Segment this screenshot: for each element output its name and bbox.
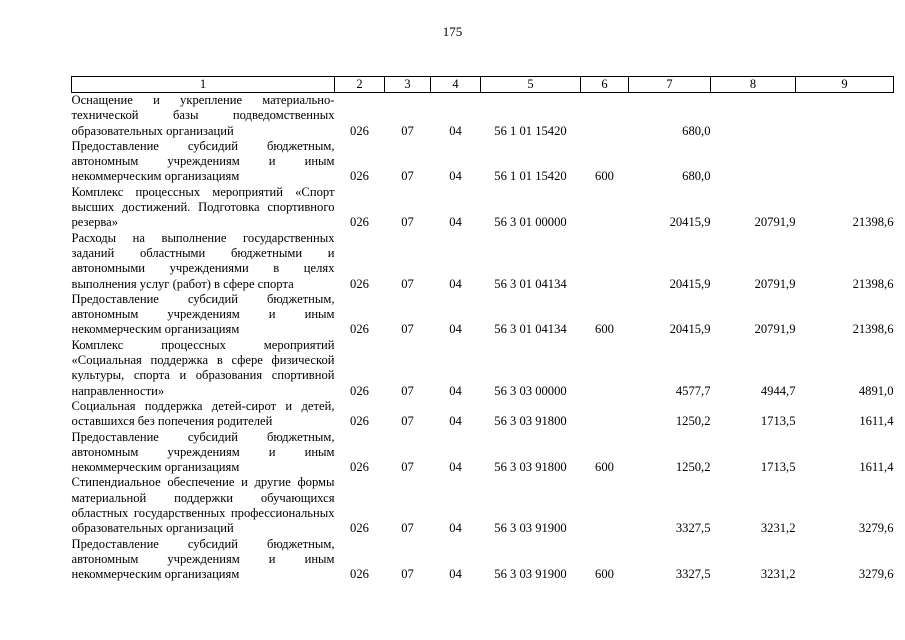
row-cell-col9: 3279,6 (858, 521, 894, 536)
row-cell-col6 (581, 185, 629, 231)
column-header-6: 6 (581, 77, 629, 93)
row-cell-col7: 1250,2 (675, 460, 711, 475)
column-header-1: 1 (72, 77, 335, 93)
row-cell-col2: 026 (350, 169, 369, 184)
row-cell-col5: 56 3 01 04134 (494, 276, 567, 291)
row-cell-col5: 56 3 01 00000 (494, 215, 567, 230)
column-header-9: 9 (796, 77, 894, 93)
row-cell-col2: 026 (350, 322, 369, 337)
table-row (72, 185, 894, 231)
row-cell-col6: 600 (595, 169, 614, 184)
row-cell-col5: 56 3 03 91800 (494, 460, 567, 475)
row-cell-col5: 56 3 03 00000 (494, 383, 567, 398)
row-cell-col6 (581, 231, 629, 292)
row-description: Комплекс процессных мероприятий «Спорт высших достижений. Подготовка спортивного резерва» (71, 184, 335, 230)
row-cell-col6 (581, 475, 629, 536)
row-cell-col9: 21398,6 (852, 322, 894, 337)
row-cell-col6: 600 (595, 460, 614, 475)
row-cell-col6: 600 (595, 322, 614, 337)
row-cell-col3: 07 (401, 123, 414, 138)
row-description: Стипендиальное обеспечение и другие формы материальной поддержки обучающихся областных государственных профессиональных образовательных организаций (71, 475, 335, 536)
row-cell-col4: 04 (449, 460, 462, 475)
row-description: Предоставление субсидий бюджетным, автономным учреждениям и иным некоммерческим организациям (71, 138, 335, 184)
row-cell-col4: 04 (449, 521, 462, 536)
row-cell-col7: 20415,9 (669, 276, 711, 291)
row-cell-col9 (796, 93, 894, 139)
row-cell-col2: 026 (350, 567, 369, 582)
column-header-2: 2 (335, 77, 385, 93)
row-cell-col5: 56 3 03 91900 (494, 567, 567, 582)
row-cell-col8 (711, 139, 796, 185)
column-header-3: 3 (385, 77, 431, 93)
row-cell-col3: 07 (401, 276, 414, 291)
row-description: Предоставление субсидий бюджетным, автономным учреждениям и иным некоммерческим организациям (71, 291, 335, 337)
row-cell-col5: 56 3 03 91900 (494, 521, 567, 536)
column-header-5: 5 (481, 77, 581, 93)
row-cell-col2: 026 (350, 215, 369, 230)
row-cell-col4: 04 (449, 215, 462, 230)
row-description: Оснащение и укрепление материально-технической базы подведомственных образовательных организаций (71, 93, 335, 138)
row-cell-col5: 56 3 01 04134 (494, 322, 567, 337)
page-number: 175 (442, 24, 463, 39)
table-row (72, 475, 894, 536)
row-cell-col4: 04 (449, 123, 462, 138)
row-cell-col3: 07 (401, 169, 414, 184)
table-header-row (72, 77, 894, 93)
row-cell-col5: 56 1 01 15420 (494, 123, 567, 138)
table-row (72, 537, 894, 583)
row-cell-col9: 21398,6 (852, 215, 894, 230)
row-cell-col8: 20791,9 (754, 322, 796, 337)
column-header-4: 4 (431, 77, 481, 93)
row-description: Предоставление субсидий бюджетным, автономным учреждениям и иным некоммерческим организациям (71, 429, 335, 475)
row-cell-col2: 026 (350, 123, 369, 138)
row-cell-col4: 04 (449, 276, 462, 291)
table-row (72, 338, 894, 399)
row-description: Расходы на выполнение государственных заданий областными бюджетными и автономными учреждениями в целях выполнения услуг (работ) в сфере спорта (71, 230, 335, 291)
row-cell-col9: 1611,4 (859, 414, 894, 429)
row-cell-col6: 600 (595, 567, 614, 582)
row-cell-col6 (581, 338, 629, 399)
row-cell-col2: 026 (350, 383, 369, 398)
table-row (72, 139, 894, 185)
row-description: Социальная поддержка детей-сирот и детей, оставшихся без попечения родителей (71, 398, 335, 429)
row-cell-col4: 04 (449, 383, 462, 398)
row-cell-col8: 20791,9 (754, 276, 796, 291)
row-cell-col4: 04 (449, 322, 462, 337)
budget-table (71, 76, 894, 583)
row-cell-col8: 3231,2 (760, 567, 796, 582)
row-cell-col7: 20415,9 (669, 215, 711, 230)
table-body (72, 93, 894, 583)
table-row (72, 93, 894, 139)
row-cell-col7: 3327,5 (675, 521, 711, 536)
row-cell-col8: 20791,9 (754, 215, 796, 230)
row-cell-col8: 4944,7 (760, 383, 796, 398)
row-cell-col4: 04 (449, 567, 462, 582)
row-cell-col3: 07 (401, 215, 414, 230)
row-cell-col8 (711, 93, 796, 139)
row-cell-col4: 04 (449, 169, 462, 184)
row-cell-col2: 026 (350, 414, 369, 429)
row-cell-col6 (581, 399, 629, 430)
row-cell-col3: 07 (401, 383, 414, 398)
table-row (72, 430, 894, 476)
row-cell-col8: 3231,2 (760, 521, 796, 536)
table-row (72, 292, 894, 338)
row-cell-col9 (796, 139, 894, 185)
row-cell-col2: 026 (350, 276, 369, 291)
row-cell-col3: 07 (401, 414, 414, 429)
row-cell-col7: 20415,9 (669, 322, 711, 337)
row-cell-col7: 680,0 (682, 169, 711, 184)
row-cell-col3: 07 (401, 322, 414, 337)
row-cell-col6 (581, 93, 629, 139)
row-description: Комплекс процессных мероприятий «Социальная поддержка в сфере физической культуры, спорта и образования спортивной направленности» (71, 337, 335, 398)
table-row (72, 399, 894, 430)
row-cell-col2: 026 (350, 460, 369, 475)
row-cell-col3: 07 (401, 521, 414, 536)
row-cell-col7: 1250,2 (675, 414, 711, 429)
column-header-8: 8 (711, 77, 796, 93)
row-cell-col9: 21398,6 (852, 276, 894, 291)
table-row (72, 231, 894, 292)
row-cell-col2: 026 (350, 521, 369, 536)
row-cell-col8: 1713,5 (760, 460, 796, 475)
column-header-7: 7 (629, 77, 711, 93)
row-cell-col5: 56 1 01 15420 (494, 169, 567, 184)
row-cell-col4: 04 (449, 414, 462, 429)
row-cell-col3: 07 (401, 567, 414, 582)
row-cell-col9: 1611,4 (859, 460, 894, 475)
row-cell-col7: 3327,5 (675, 567, 711, 582)
row-description: Предоставление субсидий бюджетным, автономным учреждениям и иным некоммерческим организациям (71, 536, 335, 582)
row-cell-col3: 07 (401, 460, 414, 475)
row-cell-col7: 680,0 (682, 123, 711, 138)
row-cell-col9: 3279,6 (858, 567, 894, 582)
row-cell-col5: 56 3 03 91800 (494, 414, 567, 429)
row-cell-col8: 1713,5 (760, 414, 796, 429)
row-cell-col9: 4891,0 (858, 383, 894, 398)
row-cell-col7: 4577,7 (675, 383, 711, 398)
